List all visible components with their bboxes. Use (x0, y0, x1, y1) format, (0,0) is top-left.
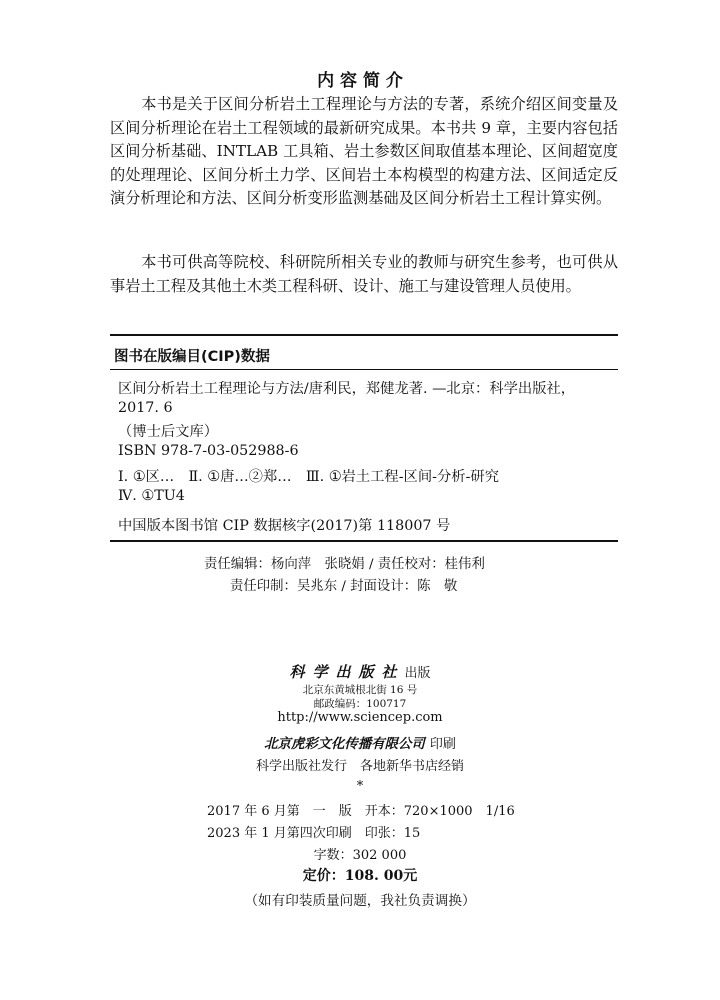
intro-paragraph-1-text: 本书是关于区间分析岩土工程理论与方法的专著，系统介绍区间变量及区间分析理论在岩土工程领域的最新研究成果。本书共 9 章，主要内容包括区间分析基础、INTLAB 工具箱、岩土参数区间取值基本理论、区间超宽度的处理理论、区间分析土力学、区间岩土本构模型的构建方法、区间适定反演分析理论和方法、区间分析变形监测基础及区间分析岩土工程计算实例。 (110, 95, 618, 207)
publisher-line (0, 661, 720, 682)
intro-paragraph-2-text: 本书可供高等院校、科研院所相关专业的教师与研究生参考，也可供从事岩土工程及其他土木类工程科研、设计、施工与建设管理人员使用。 (110, 253, 618, 295)
word-count: 字数：302 000 (313, 848, 407, 863)
cip-line-2: 2017. 6 (118, 400, 173, 416)
edition-info: 2017 年 6 月第 一 版 开本：720×1000 1/16 (207, 804, 515, 819)
publisher-suffix: 出版 (404, 666, 431, 681)
cip-line-1: 区间分析岩土工程理论与方法/唐利民，郑健龙著. —北京：科学出版社， (118, 381, 576, 397)
cip-top-rule (110, 334, 618, 336)
divider-star: * (356, 779, 364, 794)
price: 定价：108. 00元 (302, 868, 418, 884)
cip-classes-2: Ⅳ. ①TU4 (118, 488, 185, 504)
cip-series: （博士后文库） (118, 424, 219, 440)
printer-suffix: 印刷 (429, 737, 456, 752)
printer-line (0, 733, 720, 752)
printing-info: 2023 年 1 月第四次印刷 印张：15 (207, 826, 421, 841)
cip-heading: 图书在版编目(CIP)数据 (114, 349, 270, 365)
cip-isbn: ISBN 978-7-03-052988-6 (118, 443, 299, 459)
credits-line-1: 责任编辑：杨向萍 张晓娟 / 责任校对：桂伟利 (204, 557, 485, 572)
credits-line-2: 责任印制：吴兆东 / 封面设计：陈 敬 (230, 579, 458, 594)
printer-name: 北京虎彩文化传播有限公司 (264, 736, 425, 752)
publisher-name: 科学出版社 (289, 663, 405, 681)
intro-paragraph-2 (110, 251, 618, 298)
cip-heading-rule (110, 369, 618, 370)
publisher-address: 北京东黄城根北街 16 号 (302, 684, 418, 696)
distribution: 科学出版社发行 各地新华书店经销 (255, 759, 464, 774)
cip-bottom-rule (110, 540, 618, 542)
cip-library: 中国版本图书馆 CIP 数据核字(2017)第 118007 号 (118, 518, 451, 534)
intro-paragraph-1 (110, 93, 618, 211)
quality-note: （如有印装质量问题，我社负责调换） (244, 893, 476, 909)
publisher-postcode: 邮政编码：100717 (313, 698, 407, 710)
cip-classes-1: Ⅰ. ①区… Ⅱ. ①唐…②郑… Ⅲ. ①岩土工程-区间-分析-研究 (118, 469, 500, 485)
page-title: 内 容 简 介 (317, 71, 403, 91)
publisher-url: http://www.sciencep.com (277, 710, 443, 725)
